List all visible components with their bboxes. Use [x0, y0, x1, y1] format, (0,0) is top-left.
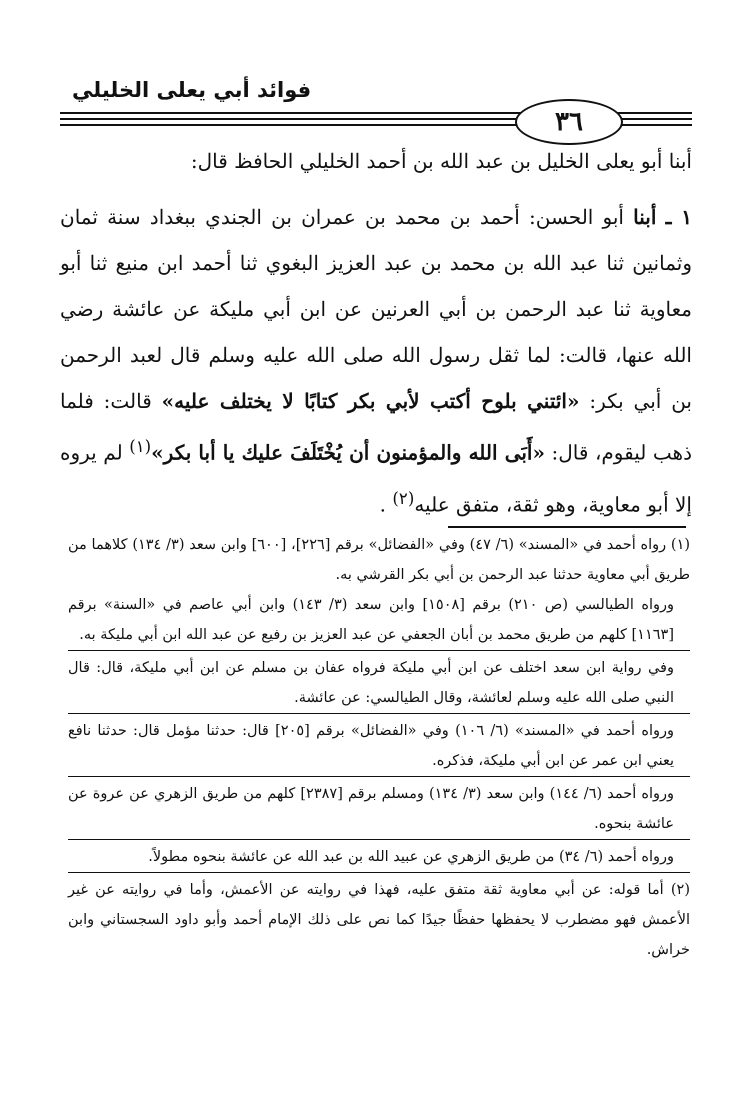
hadith-paragraph — [60, 194, 692, 527]
header-rule-bottom — [60, 124, 526, 126]
main-text — [60, 138, 692, 527]
footnote-1-para: (١) رواه أحمد في «المسند» (٦/ ٤٧) وفي «الفضائل» برقم [٢٢٦]، [٦٠٠] وابن سعد (٣/ ١٣٤) كلاهما من طريق أبي معاوية حدثنا عبد الرحمن بن أبي بكر القرشي به. — [68, 537, 691, 583]
footnote-1-para: وفي رواية ابن سعد اختلف عن ابن أبي مليكة فرواه عفان بن مسلم عن ابن أبي مليكة، قال: قال النبي صلى الله عليه وسلم لعائشة، وقال الطيالسي: عن عائشة. — [68, 650, 690, 713]
hadith-quote-1: «ائتني بلوح أكتب لأبي بكر كتابًا لا يختلف عليه» — [161, 389, 580, 413]
hadith-end-mark: . — [379, 492, 393, 517]
footnote-ref-1: (١) — [129, 437, 152, 456]
footnote-1-para: ورواه أحمد (٦/ ١٤٤) وابن سعد (٣/ ١٣٤) ومسلم برقم [٢٣٨٧] كلهم من طريق الزهري عن عروة عن عائشة بنحوه. — [68, 776, 690, 839]
footnote-1-para: ورواه الطيالسي (ص ٢١٠) برقم [١٥٠٨] وابن سعد (٣/ ١٤٣) وابن أبي عاصم في «السنة» برقم [١١٦٣] كلهم من طريق محمد بن أبان الجعفي عن عبد العزيز بن رفيع عن عبد الله ابن أبي مليكة به. — [68, 597, 674, 643]
footnotes — [68, 530, 690, 965]
footnote-ref-2: (٢) — [392, 488, 415, 508]
footnote-separator — [448, 526, 686, 528]
hadith-number: ١ ـ — [665, 205, 693, 229]
isnad-intro: أبنا أبو يعلى الخليل بن عبد الله بن أحمد الخليلي الحافظ قال: — [190, 149, 692, 173]
hadith-text-part-1: أبو الحسن: أحمد بن محمد بن عمران بن الجندي ببغداد سنة ثمان وثمانين ثنا عبد الله بن محمد بن عبد العزيز البغوي ثنا أحمد ابن منيع ثنا أبو معاوية ثنا عبد الرحمن بن أبي العرنين عن ابن أبي مليكة عن عائشة رضي الله عنها، قالت: لما ثقل رسول الله صلى الله عليه وسلم قال لعبد الرحمن بن أبي بكر: — [60, 205, 692, 413]
header-rule-top — [60, 112, 526, 114]
footnote-1-para: ورواه أحمد في «المسند» (٦/ ١٠٦) وفي «الفضائل» برقم [٢٠٥] قال: حدثنا مؤمل قال: حدثنا نافع يعني ابن عمر عن ابن أبي مليكة، فذكره. — [68, 713, 690, 776]
akhbarana-word: أبنا — [633, 205, 657, 229]
page-number: ٣٦ — [555, 107, 583, 137]
hadith-text-part-3: لم يروه إلا أبو معاوية، وهو ثقة، متفق عليه — [60, 440, 692, 517]
hadith-quote-2: «أَبَى الله والمؤمنون أن يُخْتَلَفَ عليك يا أبا بكر» — [151, 440, 545, 465]
header-rule-right-top — [608, 112, 692, 114]
footnote-1-para: ورواه أحمد (٦/ ٣٤) من طريق الزهري عن عبيد الله بن عبد الله عن عائشة بنحوه مطولاً. — [68, 839, 690, 872]
footnote-2: (٢) أما قوله: عن أبي معاوية ثقة متفق عليه، فهذا في روايته عن الأعمش، وأما في روايته عن غير الأعمش فهو مضطرب لا يحفظها حفظًا جيدًا كما نص على ذلك الإمام أحمد وأبو داود السجستاني وابن خراش. — [68, 872, 690, 965]
running-header-title: فوائد أبي يعلى الخليلي — [72, 78, 312, 102]
hadith-text-part-2: قالت: فلما ذهب ليقوم، قال: — [60, 389, 693, 465]
header-rule-middle — [60, 118, 526, 120]
